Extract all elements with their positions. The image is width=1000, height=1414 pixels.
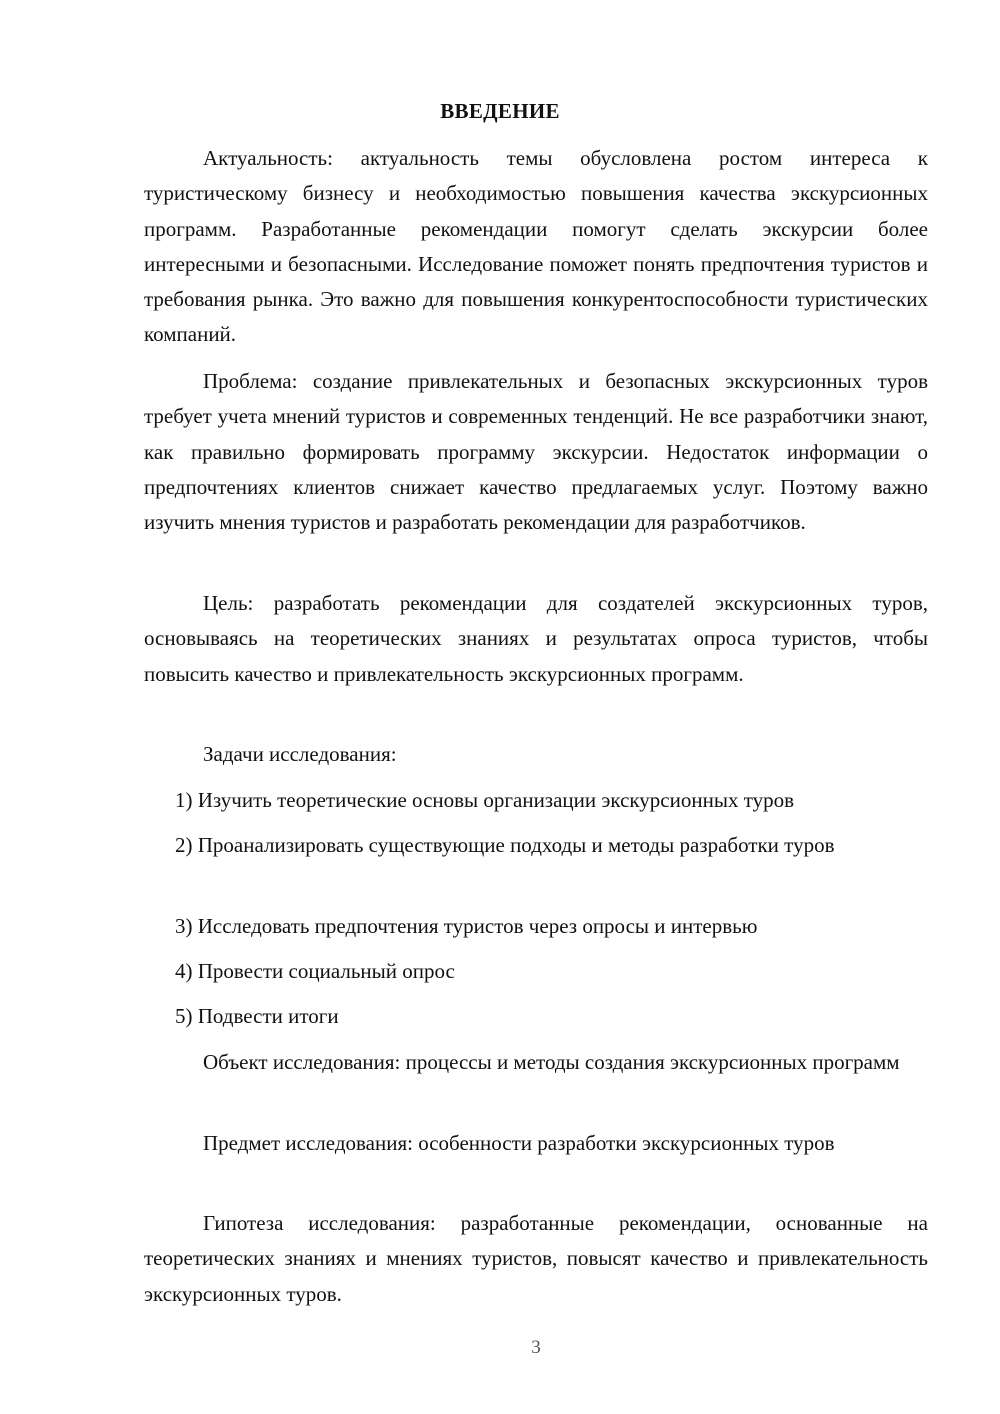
tasks-heading: Задачи исследования: bbox=[203, 742, 397, 766]
relevance-paragraph: Актуальность: актуальность темы обусловлена ростом интереса к туристическому бизнесу и необходимостью повышения качества экскурсионных программ. Разработанные рекомендации помогут сделать экскурсии более интересными и безопасными. Исследование поможет понять предпочтения туристов и требования рынка. Это важно для повышения конкурентоспособности туристических компаний. bbox=[144, 146, 928, 347]
task-item-2: 2) Проанализировать существующие подходы и методы разработки туров bbox=[175, 833, 835, 857]
task-item-3: 3) Исследовать предпочтения туристов через опросы и интервью bbox=[175, 914, 758, 938]
goal-paragraph: Цель: разработать рекомендации для создателей экскурсионных туров, основываясь на теоретических знаниях и результатах опроса туристов, чтобы повысить качество и привлекательность экскурсионных программ. bbox=[144, 591, 928, 686]
subject-paragraph: Предмет исследования: особенности разработки экскурсионных туров bbox=[203, 1131, 835, 1155]
object-paragraph: Объект исследования: процессы и методы создания экскурсионных программ bbox=[203, 1050, 900, 1074]
task-item-1: 1) Изучить теоретические основы организации экскурсионных туров bbox=[175, 788, 795, 812]
page-number: 3 bbox=[531, 1337, 541, 1358]
task-item-5: 5) Подвести итоги bbox=[175, 1004, 339, 1028]
hypothesis-paragraph: Гипотеза исследования: разработанные рекомендации, основанные на теоретических знаниях и мнениях туристов, повысят качество и привлекательность экскурсионных туров. bbox=[144, 1211, 928, 1306]
task-item-4: 4) Провести социальный опрос bbox=[175, 959, 455, 983]
problem-paragraph: Проблема: создание привлекательных и безопасных экскурсионных туров требует учета мнений туристов и современных тенденций. Не все разработчики знают, как правильно формировать программу экскурсии. Недостаток информации о предпочтениях клиентов снижает качество предлагаемых услуг. Поэтому важно изучить мнения туристов и разработать рекомендации для разработчиков. bbox=[144, 369, 928, 535]
section-title: ВВЕДЕНИЕ bbox=[440, 99, 560, 123]
